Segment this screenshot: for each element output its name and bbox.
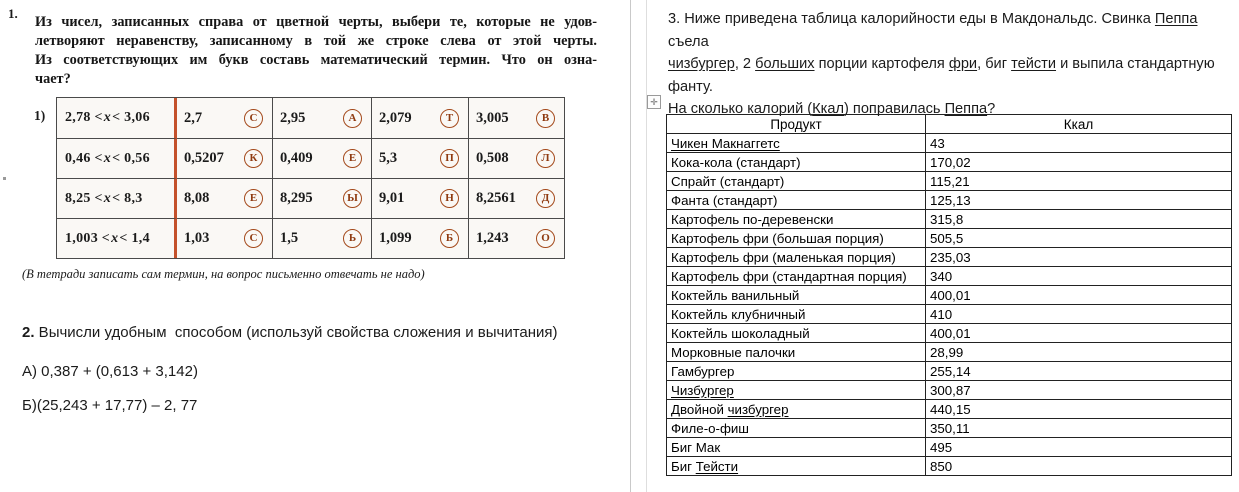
problem1-note: (В тетради записать сам термин, на вопрос письменно отвечать не надо) [22, 267, 425, 281]
text-run: Гамбургер [671, 363, 735, 379]
variable-x: x [111, 230, 119, 246]
text-run: Чикен Макнаггетс [671, 135, 780, 151]
kcal-cell: 315,8 [926, 210, 1232, 229]
option-number: 3,005 [476, 109, 509, 126]
kcal-cell: 505,5 [926, 229, 1232, 248]
page-divider-line-2 [646, 0, 647, 492]
text-run: ) поправилась [844, 101, 945, 117]
kcal-cell: 125,13 [926, 191, 1232, 210]
table-row [667, 362, 1232, 381]
problem3-line [668, 8, 1234, 53]
table-row [667, 381, 1232, 400]
problem2-item-a: А) 0,387 + (0,613 + 3,142) [22, 363, 198, 380]
option-number: 1,5 [280, 230, 299, 246]
product-cell [667, 134, 926, 153]
text-run: Картофель по-деревенски [671, 211, 834, 227]
product-cell [667, 248, 926, 267]
kcal-cell: 340 [926, 267, 1232, 286]
option-number: 1,243 [476, 230, 509, 246]
kcal-cell: 115,21 [926, 172, 1232, 191]
option-number: 2,7 [184, 109, 203, 126]
kcal-header: Ккал [926, 115, 1232, 134]
table-row [667, 134, 1232, 153]
kcal-cell: 300,87 [926, 381, 1232, 400]
option-cell [272, 138, 371, 178]
option-number: 8,08 [184, 190, 210, 206]
product-header: Продукт [667, 115, 926, 134]
variable-x: x [103, 110, 112, 125]
kcal-cell: 440,15 [926, 400, 1232, 419]
stray-mark [3, 177, 6, 180]
variable-x: x [103, 190, 112, 206]
product-cell [667, 305, 926, 324]
text-run: Коктейль ванильный [671, 287, 800, 303]
table-row [667, 229, 1232, 248]
text-run: Тейсти [695, 458, 739, 474]
table-row [667, 457, 1232, 476]
table-row [667, 343, 1232, 362]
problem2-number: 2. [22, 324, 35, 341]
option-cell [177, 138, 272, 178]
inequality-table-label: 1) [34, 108, 46, 123]
option-cell [371, 98, 468, 138]
text-run: чизбургер [668, 56, 735, 72]
kcal-cell: 400,01 [926, 324, 1232, 343]
option-number: 2,95 [280, 109, 306, 126]
table-row [667, 172, 1232, 191]
option-number: 0,5207 [184, 150, 224, 166]
move-cross-icon: ✛ [650, 97, 658, 107]
table-row [667, 324, 1232, 343]
text-run: , биг [977, 56, 1012, 72]
text-run: Картофель фри (маленькая порция) [671, 249, 896, 265]
letter-badge: Д [536, 189, 555, 208]
text-run: чизбургер [727, 401, 789, 417]
text-run: 3. Ниже приведена таблица калорийности еды в Макдональдс. Свинка [668, 11, 1155, 27]
table-row [667, 305, 1232, 324]
product-cell [667, 286, 926, 305]
text-run: Картофель фри (стандартная порция) [671, 268, 907, 284]
product-cell [667, 267, 926, 286]
option-cell [371, 178, 468, 218]
kcal-cell: 255,14 [926, 362, 1232, 381]
letter-badge: Н [440, 189, 459, 208]
option-number: 9,01 [379, 190, 405, 206]
product-cell [667, 343, 926, 362]
problem1-line: Из чисел, записанных справа от цветной черты, выбери те, которые не удов- [35, 14, 597, 30]
inequality-cell: 1,003 < x < 1,4 [57, 218, 177, 258]
option-cell [468, 138, 564, 178]
text-run: съела [668, 33, 709, 50]
text-run: Биг [671, 458, 696, 474]
text-run: фри [948, 56, 978, 72]
option-number: 2,079 [379, 109, 412, 126]
inequality-table [56, 97, 565, 259]
page-divider-line [630, 0, 631, 492]
table-move-handle-icon[interactable] [647, 95, 661, 109]
table-row [667, 400, 1232, 419]
option-cell [272, 98, 371, 138]
product-cell [667, 362, 926, 381]
product-cell [667, 419, 926, 438]
text-run: , 2 [734, 56, 756, 72]
option-number: 8,2561 [476, 190, 516, 206]
text-run: Коктейль шоколадный [671, 325, 810, 341]
text-run: Биг Мак [671, 439, 721, 455]
letter-badge: Ы [343, 189, 362, 208]
table-row [667, 153, 1232, 172]
kcal-cell: 235,03 [926, 248, 1232, 267]
table-header-row [667, 115, 1232, 134]
inequality-cell: 0,46 < x < 0,56 [57, 138, 177, 178]
kcal-cell: 350,11 [926, 419, 1232, 438]
letter-badge: Ь [343, 229, 362, 248]
product-cell [667, 153, 926, 172]
text-run: Фанта (стандарт) [671, 192, 778, 208]
kcal-cell: 170,02 [926, 153, 1232, 172]
product-cell [667, 210, 926, 229]
table-row [667, 419, 1232, 438]
option-cell [177, 98, 272, 138]
letter-badge: Е [343, 149, 362, 168]
text-run: порции картофеля [814, 56, 949, 72]
option-cell [468, 178, 564, 218]
option-cell [371, 218, 468, 258]
option-number: 1,03 [184, 230, 210, 246]
text-run: и выпила стандартную фанту. [668, 56, 1215, 95]
option-number: 0,508 [476, 150, 509, 166]
product-cell [667, 438, 926, 457]
option-cell [177, 218, 272, 258]
option-number: 1,099 [379, 230, 412, 246]
text-run: Картофель фри (большая порция) [671, 230, 884, 246]
option-cell [468, 218, 564, 258]
table-row [667, 210, 1232, 229]
kcal-cell: 28,99 [926, 343, 1232, 362]
inequality-cell: 8,25 < x < 8,3 [57, 178, 177, 218]
product-cell [667, 229, 926, 248]
table-row [667, 438, 1232, 457]
letter-badge: Б [440, 229, 459, 248]
letter-badge: Л [536, 149, 555, 168]
text-run: Кока-кола (стандарт) [671, 154, 801, 170]
option-cell [371, 138, 468, 178]
option-cell [272, 218, 371, 258]
letter-badge: П [440, 149, 459, 168]
inequality-cell: 2,78 < x < 3,06 [57, 98, 177, 138]
kcal-cell: 850 [926, 457, 1232, 476]
text-run: Пеппа [944, 101, 988, 117]
letter-badge: О [536, 229, 555, 248]
letter-badge: А [343, 109, 362, 128]
calorie-table [666, 114, 1232, 476]
letter-badge: Т [440, 109, 459, 128]
problem1-line: Из соответствующих им букв составь математический термин. Что он озна- [35, 52, 597, 68]
table-row [667, 191, 1232, 210]
letter-badge: В [536, 109, 555, 128]
table-row [667, 248, 1232, 267]
problem1-number: 1. [8, 6, 18, 21]
product-cell [667, 400, 926, 419]
letter-badge: К [244, 149, 263, 168]
problem3-line [668, 53, 1234, 98]
option-number: 5,3 [379, 150, 398, 166]
kcal-cell: 495 [926, 438, 1232, 457]
product-cell [667, 324, 926, 343]
text-run: тейсти [1011, 56, 1057, 72]
text-run: больших [755, 56, 815, 72]
text-run: Филе-о-фиш [671, 420, 749, 436]
problem1-line: летворяют неравенству, записанному в той же строке слева от этой черты. [35, 33, 597, 49]
product-cell [667, 172, 926, 191]
text-run: ? [987, 101, 996, 117]
problem2-text: Вычисли удобным способом (используй свойства сложения и вычитания) [34, 324, 558, 341]
text-run: Чизбургер [671, 382, 734, 398]
table-row [667, 286, 1232, 305]
letter-badge: Е [244, 189, 263, 208]
problem1-text [35, 13, 597, 89]
product-cell [667, 191, 926, 210]
option-cell [468, 98, 564, 138]
kcal-cell: 400,01 [926, 286, 1232, 305]
text-run: Спрайт (стандарт) [671, 173, 785, 189]
product-cell [667, 457, 926, 476]
variable-x: x [103, 150, 112, 166]
text-run: Ккал [812, 101, 844, 117]
text-run: Коктейль клубничный [671, 306, 806, 322]
option-cell [177, 178, 272, 218]
letter-badge: С [244, 229, 263, 248]
option-number: 8,295 [280, 190, 313, 206]
text-run: На сколько калорий ( [668, 101, 813, 117]
problem1-line: чает? [35, 71, 71, 87]
option-number: 0,409 [280, 150, 313, 166]
problem3-text [668, 8, 1234, 121]
letter-badge: С [244, 109, 263, 128]
problem2-item-b: Б)(25,243 + 17,77) – 2, 77 [22, 397, 198, 414]
kcal-cell: 43 [926, 134, 1232, 153]
product-cell [667, 381, 926, 400]
text-run: Морковные палочки [671, 344, 796, 360]
option-cell [272, 178, 371, 218]
kcal-cell: 410 [926, 305, 1232, 324]
problem2-heading [22, 324, 558, 341]
text-run: Пеппа [1154, 11, 1198, 27]
text-run: Двойной [671, 401, 728, 417]
table-row [667, 267, 1232, 286]
